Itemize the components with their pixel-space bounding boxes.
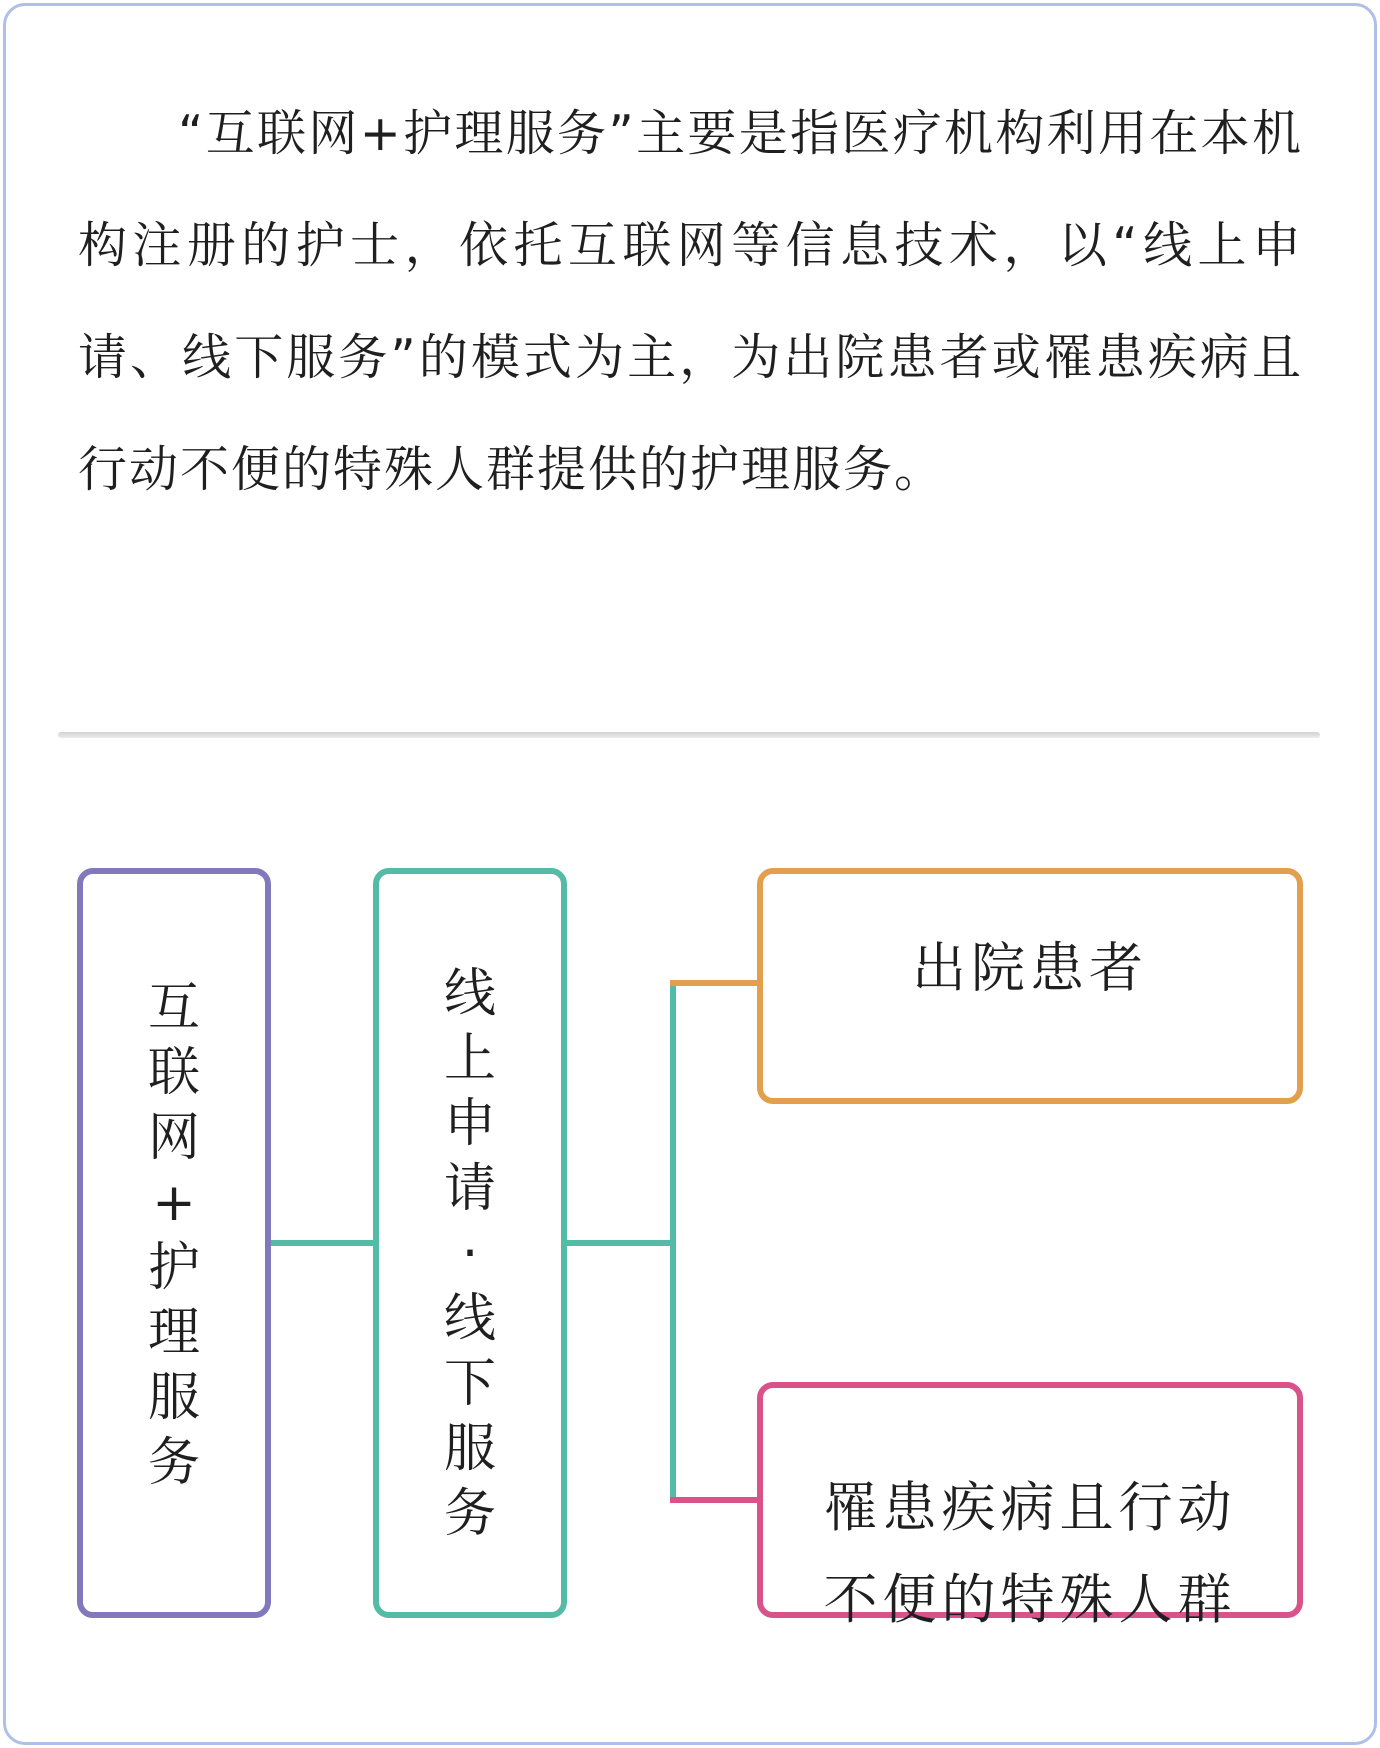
main-node-char: 护 xyxy=(147,1238,200,1298)
target-node-b-line-2: 不便的特殊人群 xyxy=(823,1568,1237,1631)
target-node-special-population xyxy=(757,1382,1303,1631)
main-node-char: 务 xyxy=(147,1433,200,1493)
mode-node-char: 服 xyxy=(443,1419,496,1479)
mode-node-label xyxy=(379,962,561,1547)
mode-node-char: 线 xyxy=(443,1289,496,1349)
mode-node-char: · xyxy=(461,1224,479,1284)
main-node-char: 理 xyxy=(147,1303,200,1363)
main-node-char: 网 xyxy=(147,1108,200,1168)
mode-node-char: 线 xyxy=(443,964,496,1024)
mode-node-char: 务 xyxy=(443,1484,496,1544)
mode-node-char: 上 xyxy=(443,1029,496,1089)
mode-node-char: 请 xyxy=(443,1159,496,1219)
target-node-a-label: 出院患者 xyxy=(912,936,1148,1000)
main-node-char: 服 xyxy=(147,1368,200,1428)
intro-paragraph: “互联网+护理服务”主要是指医疗机构利用在本机构注册的护士，依托互联网等信息技术，以“线上申请、线下服务”的模式为主，为出院患者或罹患疾病且行动不便的特殊人群提供的护理服务。 xyxy=(78,105,1303,498)
mode-node-online-offline xyxy=(373,868,567,1618)
main-node-char: 联 xyxy=(147,1043,200,1103)
target-node-b-line-1: 罹患疾病且行动 xyxy=(823,1476,1237,1539)
target-node-b-label xyxy=(763,1462,1297,1646)
mode-node-char: 申 xyxy=(443,1094,496,1154)
main-node-char: + xyxy=(152,1173,196,1233)
main-node-internet-nursing xyxy=(77,868,271,1618)
mode-node-char: 下 xyxy=(443,1354,496,1414)
main-node-char: 互 xyxy=(147,978,200,1038)
target-node-discharged-patients xyxy=(757,868,1303,1104)
main-node-label xyxy=(83,976,265,1496)
